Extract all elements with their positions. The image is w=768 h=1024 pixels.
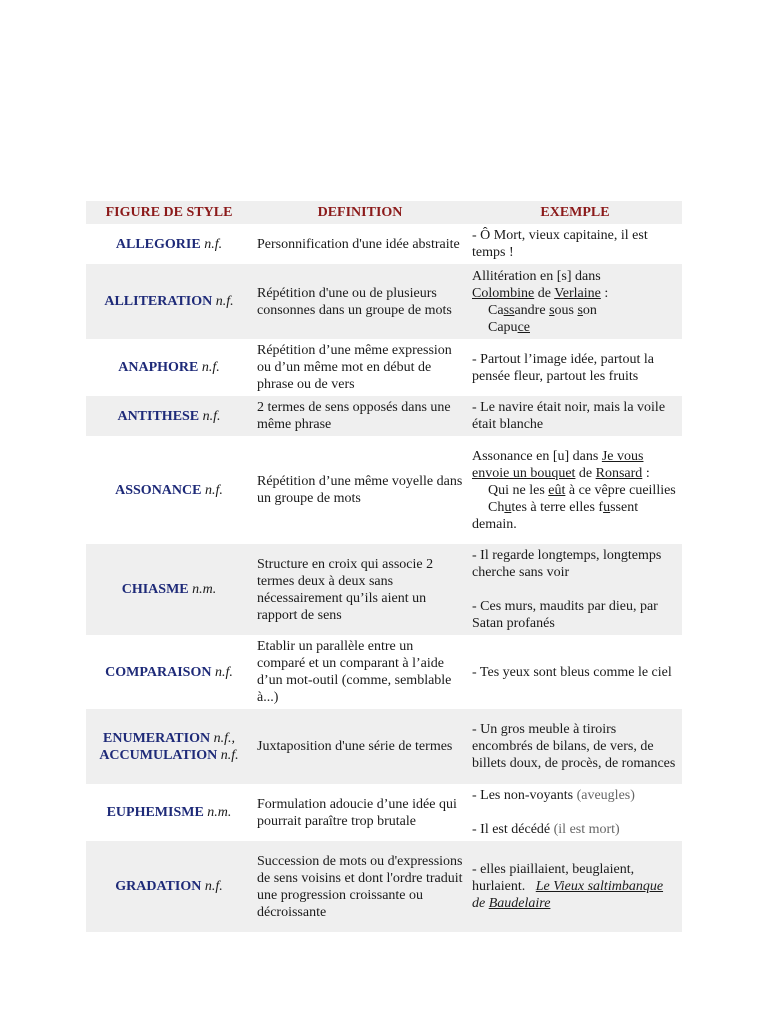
example-line: - Il est décédé [472, 822, 551, 837]
term-cell [86, 841, 252, 932]
definition-cell: Répétition d’une même voyelle dans un groupe de mots [257, 474, 463, 506]
definition-cell: 2 termes de sens opposés dans une même phrase [257, 400, 451, 432]
verse-line: Qui ne les eût à ce vêpre cueillies [488, 482, 676, 498]
definition-cell: Formulation adoucie d’une idée qui pourrait paraître trop brutale [257, 796, 457, 829]
example-cell [468, 436, 682, 544]
verse-line: Chutes à terre elles fussent demain. [472, 499, 639, 532]
example-de: de [578, 465, 593, 481]
table-row [86, 436, 682, 544]
header-figure: FIGURE DE STYLE [105, 205, 233, 220]
term-gender: n.f. [201, 360, 220, 375]
term-name: ACCUMULATION [99, 747, 218, 763]
figures-de-style-table [86, 201, 682, 932]
header-exemple: EXEMPLE [540, 205, 610, 220]
term-gender: n.f. [202, 408, 221, 424]
term-gender: n.m. [207, 805, 232, 820]
term-gender: n.f. [204, 879, 223, 894]
definition-cell: Juxtaposition d'une série de termes [257, 739, 453, 754]
example-line: - elles piaillaient, beuglaient, hurlaient. [472, 862, 635, 894]
example-cell [468, 544, 682, 635]
example-cell [468, 784, 682, 841]
example-intro: Allitération en [s] dans [472, 268, 601, 284]
example-cell: - Ô Mort, vieux capitaine, il est temps ! [472, 228, 648, 260]
example-cell [468, 841, 682, 932]
example-colon: : [604, 285, 609, 301]
table-row [86, 635, 682, 709]
term-cell [86, 264, 252, 339]
term-cell [86, 709, 252, 784]
table-header-row [86, 201, 682, 224]
term-gender: n.f. [204, 236, 223, 252]
definition-cell: Répétition d'une ou de plusieurs consonnes dans un groupe de mots [257, 285, 452, 318]
term-gender: n.m. [192, 582, 217, 597]
term-cell [86, 224, 252, 264]
term-name: ANTITHESE [117, 408, 200, 424]
example-note: (il est mort) [553, 822, 620, 837]
term-cell [86, 339, 252, 396]
term-name: ENUMERATION [103, 730, 211, 746]
verse-line: Cassandre sous son [488, 302, 597, 318]
definition-cell: Etablir un parallèle entre un comparé et un comparant à l’aide d’un mot-outil (comme, semblable à...) [257, 639, 452, 705]
table-row [86, 784, 682, 841]
work-title: Colombine [472, 285, 535, 301]
example-line: - Les non-voyants [472, 788, 574, 803]
term-cell [86, 544, 252, 635]
table-row [86, 544, 682, 635]
term-name: ALLEGORIE [115, 236, 201, 252]
term-cell [86, 784, 252, 841]
term-gender: n.f. [204, 482, 223, 498]
example-cell: - Le navire était noir, mais la voile était blanche [472, 400, 666, 432]
table-row [86, 339, 682, 396]
definition-cell: Succession de mots ou d'expressions de sens voisins et dont l'ordre traduit une progression croissante ou décroissante [257, 853, 463, 920]
table-row [86, 396, 682, 436]
term-name: CHIASME [121, 582, 189, 597]
example-de: de [537, 285, 551, 301]
term-name: COMPARAISON [105, 664, 212, 680]
definition-cell: Structure en croix qui associe 2 termes deux à deux sans nécessairement qu’ils aient un rapport de sens [257, 556, 434, 623]
author-name: Ronsard [595, 465, 643, 481]
term-name: GRADATION [115, 879, 202, 894]
term-gender: n.f. [220, 747, 239, 763]
example-intro: Assonance en [u] dans [472, 448, 599, 464]
definition-cell: Personnification d'une idée abstraite [257, 236, 460, 252]
definition-cell: Répétition d’une même expression ou d’un même mot en début de phrase ou de vers [257, 343, 452, 392]
table-row [86, 264, 682, 339]
term-name: ASSONANCE [115, 482, 202, 498]
example-cell: - Un gros meuble à tiroirs encombrés de bilans, de vers, de billets doux, de procès, de romances [472, 722, 676, 771]
work-title: Je vous envoie un bouquet [472, 448, 644, 481]
author-name: Baudelaire [488, 896, 551, 911]
term-gender: n.f., [213, 730, 235, 746]
term-name: ALLITERATION [104, 294, 213, 309]
example-note: (aveugles) [576, 788, 635, 803]
term-cell [86, 396, 252, 436]
example-line: - Il regarde longtemps, longtemps cherche sans voir [472, 548, 662, 580]
table-row [86, 224, 682, 264]
example-line: - Ces murs, maudits par dieu, par Satan profanés [472, 599, 658, 631]
example-de: de [472, 896, 486, 911]
term-name: ANAPHORE [118, 360, 199, 375]
term-gender: n.f. [215, 294, 234, 309]
verse-line: Capuce [488, 319, 530, 335]
example-cell: - Partout l’image idée, partout la pensée fleur, partout les fruits [472, 351, 654, 384]
term-cell [86, 635, 252, 709]
term-cell [86, 436, 252, 544]
term-name: EUPHEMISME [106, 805, 204, 820]
example-cell [468, 264, 682, 339]
author-name: Verlaine [554, 285, 601, 301]
example-colon: : [645, 465, 650, 481]
example-cell: - Tes yeux sont bleus comme le ciel [472, 664, 672, 680]
term-gender: n.f. [214, 664, 233, 680]
header-definition: DEFINITION [317, 205, 403, 220]
work-title: Le Vieux saltimbanque [535, 879, 664, 894]
table-row [86, 709, 682, 784]
table-row [86, 841, 682, 932]
